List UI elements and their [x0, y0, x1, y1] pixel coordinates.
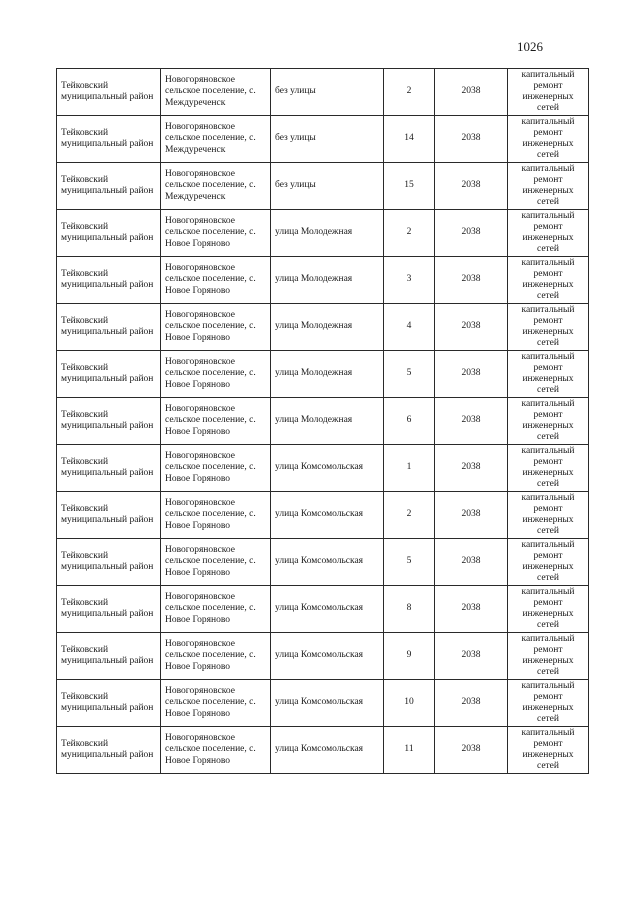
house-number-cell: 2 [384, 69, 435, 116]
settlement-cell: Новогоряновское сельское поселение, с. Новое Горяново [161, 492, 271, 539]
year-cell: 2038 [435, 633, 508, 680]
settlement-cell: Новогоряновское сельское поселение, с. Новое Горяново [161, 633, 271, 680]
table-row [57, 727, 589, 774]
work-type-cell: капитальный ремонт инженерных сетей [508, 257, 589, 304]
street-cell: без улицы [271, 116, 384, 163]
work-type-cell: капитальный ремонт инженерных сетей [508, 304, 589, 351]
work-type-cell: капитальный ремонт инженерных сетей [508, 539, 589, 586]
street-cell: без улицы [271, 69, 384, 116]
street-cell: улица Молодежная [271, 398, 384, 445]
table-row [57, 445, 589, 492]
district-cell: Тейковский муниципальный район [57, 680, 161, 727]
house-number-cell: 11 [384, 727, 435, 774]
street-cell: улица Комсомольская [271, 680, 384, 727]
street-cell: улица Молодежная [271, 351, 384, 398]
settlement-cell: Новогоряновское сельское поселение, с. Новое Горяново [161, 539, 271, 586]
street-cell: улица Комсомольская [271, 539, 384, 586]
year-cell: 2038 [435, 539, 508, 586]
work-type-cell: капитальный ремонт инженерных сетей [508, 680, 589, 727]
settlement-cell: Новогоряновское сельское поселение, с. Междуреченск [161, 116, 271, 163]
year-cell: 2038 [435, 680, 508, 727]
house-number-cell: 5 [384, 539, 435, 586]
table-row [57, 586, 589, 633]
work-type-cell: капитальный ремонт инженерных сетей [508, 633, 589, 680]
table-row [57, 210, 589, 257]
year-cell: 2038 [435, 727, 508, 774]
table-row [57, 351, 589, 398]
house-number-cell: 3 [384, 257, 435, 304]
year-cell: 2038 [435, 351, 508, 398]
table-body [57, 69, 589, 774]
district-cell: Тейковский муниципальный район [57, 633, 161, 680]
district-cell: Тейковский муниципальный район [57, 351, 161, 398]
repair-schedule-table [56, 68, 589, 774]
year-cell: 2038 [435, 210, 508, 257]
settlement-cell: Новогоряновское сельское поселение, с. Междуреченск [161, 69, 271, 116]
table-row [57, 539, 589, 586]
table-row [57, 398, 589, 445]
settlement-cell: Новогоряновское сельское поселение, с. Новое Горяново [161, 257, 271, 304]
district-cell: Тейковский муниципальный район [57, 539, 161, 586]
house-number-cell: 14 [384, 116, 435, 163]
table-row [57, 69, 589, 116]
district-cell: Тейковский муниципальный район [57, 210, 161, 257]
district-cell: Тейковский муниципальный район [57, 257, 161, 304]
street-cell: улица Молодежная [271, 210, 384, 257]
street-cell: улица Комсомольская [271, 633, 384, 680]
work-type-cell: капитальный ремонт инженерных сетей [508, 586, 589, 633]
work-type-cell: капитальный ремонт инженерных сетей [508, 69, 589, 116]
house-number-cell: 10 [384, 680, 435, 727]
house-number-cell: 8 [384, 586, 435, 633]
settlement-cell: Новогоряновское сельское поселение, с. Новое Горяново [161, 304, 271, 351]
district-cell: Тейковский муниципальный район [57, 727, 161, 774]
street-cell: улица Молодежная [271, 257, 384, 304]
street-cell: улица Комсомольская [271, 727, 384, 774]
table-row [57, 633, 589, 680]
work-type-cell: капитальный ремонт инженерных сетей [508, 727, 589, 774]
work-type-cell: капитальный ремонт инженерных сетей [508, 210, 589, 257]
street-cell: улица Комсомольская [271, 492, 384, 539]
year-cell: 2038 [435, 257, 508, 304]
work-type-cell: капитальный ремонт инженерных сетей [508, 398, 589, 445]
table-row [57, 304, 589, 351]
year-cell: 2038 [435, 304, 508, 351]
district-cell: Тейковский муниципальный район [57, 445, 161, 492]
district-cell: Тейковский муниципальный район [57, 69, 161, 116]
year-cell: 2038 [435, 398, 508, 445]
street-cell: улица Комсомольская [271, 445, 384, 492]
settlement-cell: Новогоряновское сельское поселение, с. Новое Горяново [161, 445, 271, 492]
house-number-cell: 9 [384, 633, 435, 680]
district-cell: Тейковский муниципальный район [57, 398, 161, 445]
work-type-cell: капитальный ремонт инженерных сетей [508, 116, 589, 163]
page-number: 1026 [517, 39, 543, 54]
year-cell: 2038 [435, 492, 508, 539]
table-row [57, 163, 589, 210]
house-number-cell: 6 [384, 398, 435, 445]
house-number-cell: 15 [384, 163, 435, 210]
district-cell: Тейковский муниципальный район [57, 163, 161, 210]
table-row [57, 257, 589, 304]
settlement-cell: Новогоряновское сельское поселение, с. Новое Горяново [161, 210, 271, 257]
district-cell: Тейковский муниципальный район [57, 586, 161, 633]
house-number-cell: 2 [384, 210, 435, 257]
house-number-cell: 5 [384, 351, 435, 398]
district-cell: Тейковский муниципальный район [57, 304, 161, 351]
house-number-cell: 1 [384, 445, 435, 492]
work-type-cell: капитальный ремонт инженерных сетей [508, 163, 589, 210]
house-number-cell: 4 [384, 304, 435, 351]
work-type-cell: капитальный ремонт инженерных сетей [508, 351, 589, 398]
work-type-cell: капитальный ремонт инженерных сетей [508, 492, 589, 539]
table-row [57, 116, 589, 163]
year-cell: 2038 [435, 445, 508, 492]
street-cell: улица Молодежная [271, 304, 384, 351]
year-cell: 2038 [435, 586, 508, 633]
table-row [57, 680, 589, 727]
street-cell: без улицы [271, 163, 384, 210]
street-cell: улица Комсомольская [271, 586, 384, 633]
year-cell: 2038 [435, 163, 508, 210]
district-cell: Тейковский муниципальный район [57, 116, 161, 163]
settlement-cell: Новогоряновское сельское поселение, с. Новое Горяново [161, 398, 271, 445]
settlement-cell: Новогоряновское сельское поселение, с. Новое Горяново [161, 680, 271, 727]
table-row [57, 492, 589, 539]
work-type-cell: капитальный ремонт инженерных сетей [508, 445, 589, 492]
year-cell: 2038 [435, 116, 508, 163]
settlement-cell: Новогоряновское сельское поселение, с. Междуреченск [161, 163, 271, 210]
house-number-cell: 2 [384, 492, 435, 539]
settlement-cell: Новогоряновское сельское поселение, с. Новое Горяново [161, 351, 271, 398]
district-cell: Тейковский муниципальный район [57, 492, 161, 539]
settlement-cell: Новогоряновское сельское поселение, с. Новое Горяново [161, 586, 271, 633]
year-cell: 2038 [435, 69, 508, 116]
settlement-cell: Новогоряновское сельское поселение, с. Новое Горяново [161, 727, 271, 774]
